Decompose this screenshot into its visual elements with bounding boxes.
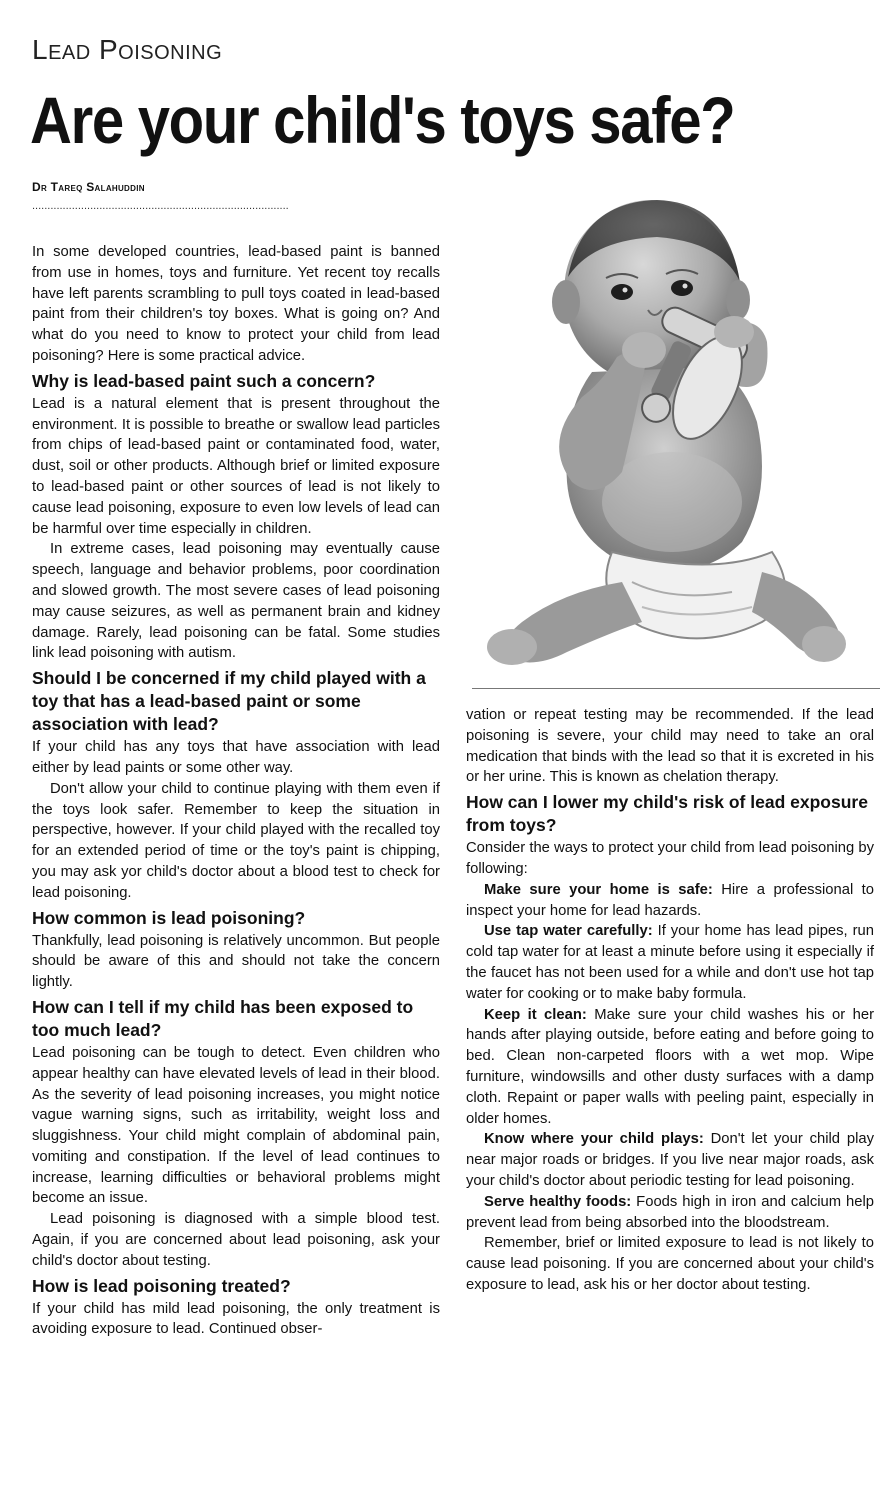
tip-title: Make sure your home is safe: [484,881,713,898]
paragraph: vation or repeat testing may be recommended. If the lead poisoning is severe, your child may need to take an oral medication that binds with the lead so that it is excreted in his or her urine. This is known as chelation therapy. [466,707,874,786]
tip-title: Serve healthy foods: [484,1193,632,1210]
subheading-lower-risk: How can I lower my child's risk of lead exposure from toys? [466,792,868,836]
subheading-treatment: How is lead poisoning treated? [32,1275,291,1296]
article-column-left [32,242,440,1340]
paragraph: Don't allow your child to continue playing with them even if the toys look safer. Remember to keep the situation in perspective, however. If your child played with the recalled toy for an extended period of time or the toy's paint is chipping, you may ask yor child's doctor about a blood test to check for lead poisoning. [32,780,440,901]
author-byline: Dr Tareq Salahuddin [32,180,145,194]
paragraph: In extreme cases, lead poisoning may eventually cause speech, language and behavior problems, poor coordination and slowed growth. The most severe cases of lead poisoning may cause seizures, as well as permanent brain and kidney damage. Rarely, lead poisoning can be fatal. Some studies link lead poisoning with autism. [32,541,440,662]
paragraph: Lead poisoning is diagnosed with a simple blood test. Again, if you are concerned about lead poisoning, ask your child's doctor about testing. [32,1211,440,1269]
tip-healthy-foods [466,1192,874,1234]
tip-text: Make sure your child washes his or her hands after playing outside, before eating and before going to bed. Clean non-carpeted floors with a wet mop. Wipe furniture, windowsills and other dusty surfaces with a damp cloth. Repaint or paper walls with peeling paint, especially in older homes. [466,1006,874,1127]
subheading-how-common: How common is lead poisoning? [32,907,306,928]
baby-photo [472,182,880,689]
tip-home-safe [466,880,874,922]
paragraph: Lead is a natural element that is present throughout the environment. It is possible to breathe or swallow lead particles from chips of lead-based paint or contaminated food, water, dust, soil or other products. Although brief or limited exposure to lead-based paint or other sources of lead is not likely to cause lead poisoning, exposure to even low levels of lead can be harmful over time especially in children. [32,395,440,537]
paragraph: If your child has any toys that have association with lead either by lead paints or some other way. [32,739,440,776]
byline-separator: .................................................................................... [32,200,289,212]
baby-photo-icon [472,182,880,688]
closing-paragraph: Remember, brief or limited exposure to lead is not likely to cause lead poisoning. If you are concerned about your child's exposure to lead, ask his or her doctor about testing. [466,1235,874,1293]
tip-where-child-plays [466,1129,874,1191]
article-column-right [466,705,874,1296]
article-headline: Are your child's toys safe? [30,83,735,157]
tip-title: Use tap water carefully: [484,923,653,940]
tip-keep-clean [466,1005,874,1130]
tip-tap-water [466,921,874,1004]
subheading-lead-paint-concern: Why is lead-based paint such a concern? [32,370,376,391]
subheading-toy-concern: Should I be concerned if my child played with a toy that has a lead-based paint or some association with lead? [32,668,426,735]
tip-title: Keep it clean: [484,1006,587,1023]
intro-paragraph: In some developed countries, lead-based paint is banned from use in homes, toys and furniture. Yet recent toy recalls have left parents scrambling to pull toys coated in lead-based paint from their children's toy boxes. What is going on? And what do you need to know to protect your child from lead poisoning? Here is some practical advice. [32,244,440,364]
tip-text: Hire a professional to inspect your home for lead hazards. [466,881,874,919]
tip-text: Foods high in iron and calcium help prevent lead from being absorbed into the bloodstream. [466,1193,875,1231]
subheading-how-to-tell: How can I tell if my child has been exposed to too much lead? [32,996,414,1040]
paragraph: Consider the ways to protect your child from lead poisoning by following: [466,840,874,877]
section-kicker: Lead Poisoning [32,34,223,65]
tip-title: Know where your child plays: [484,1131,704,1148]
paragraph: If your child has mild lead poisoning, the only treatment is avoiding exposure to lead. Continued obser- [32,1300,440,1338]
tip-text: If your home has lead pipes, run cold tap water for at least a minute before using it especially if the faucet has not been used for a while and don't use hot tap water for cooking or to make baby formula. [466,923,874,1002]
paragraph: Lead poisoning can be tough to detect. Even children who appear healthy can have elevated levels of lead in their blood. As the severity of lead poisoning increases, you might notice vague warning signs, such as irritability, weight loss and sluggishness. Your child might complain of abdominal pain, vomiting and constipation. If the level of lead continues to increase, learning difficulties or behavioral problems might become an issue. [32,1044,440,1207]
paragraph: Thankfully, lead poisoning is relatively uncommon. But people should be aware of this and should not take the concern lightly. [32,932,440,991]
tip-text: Don't let your child play near major roads or bridges. If you live near major roads, ask your child's doctor about periodic testing for lead poisoning. [466,1131,875,1189]
